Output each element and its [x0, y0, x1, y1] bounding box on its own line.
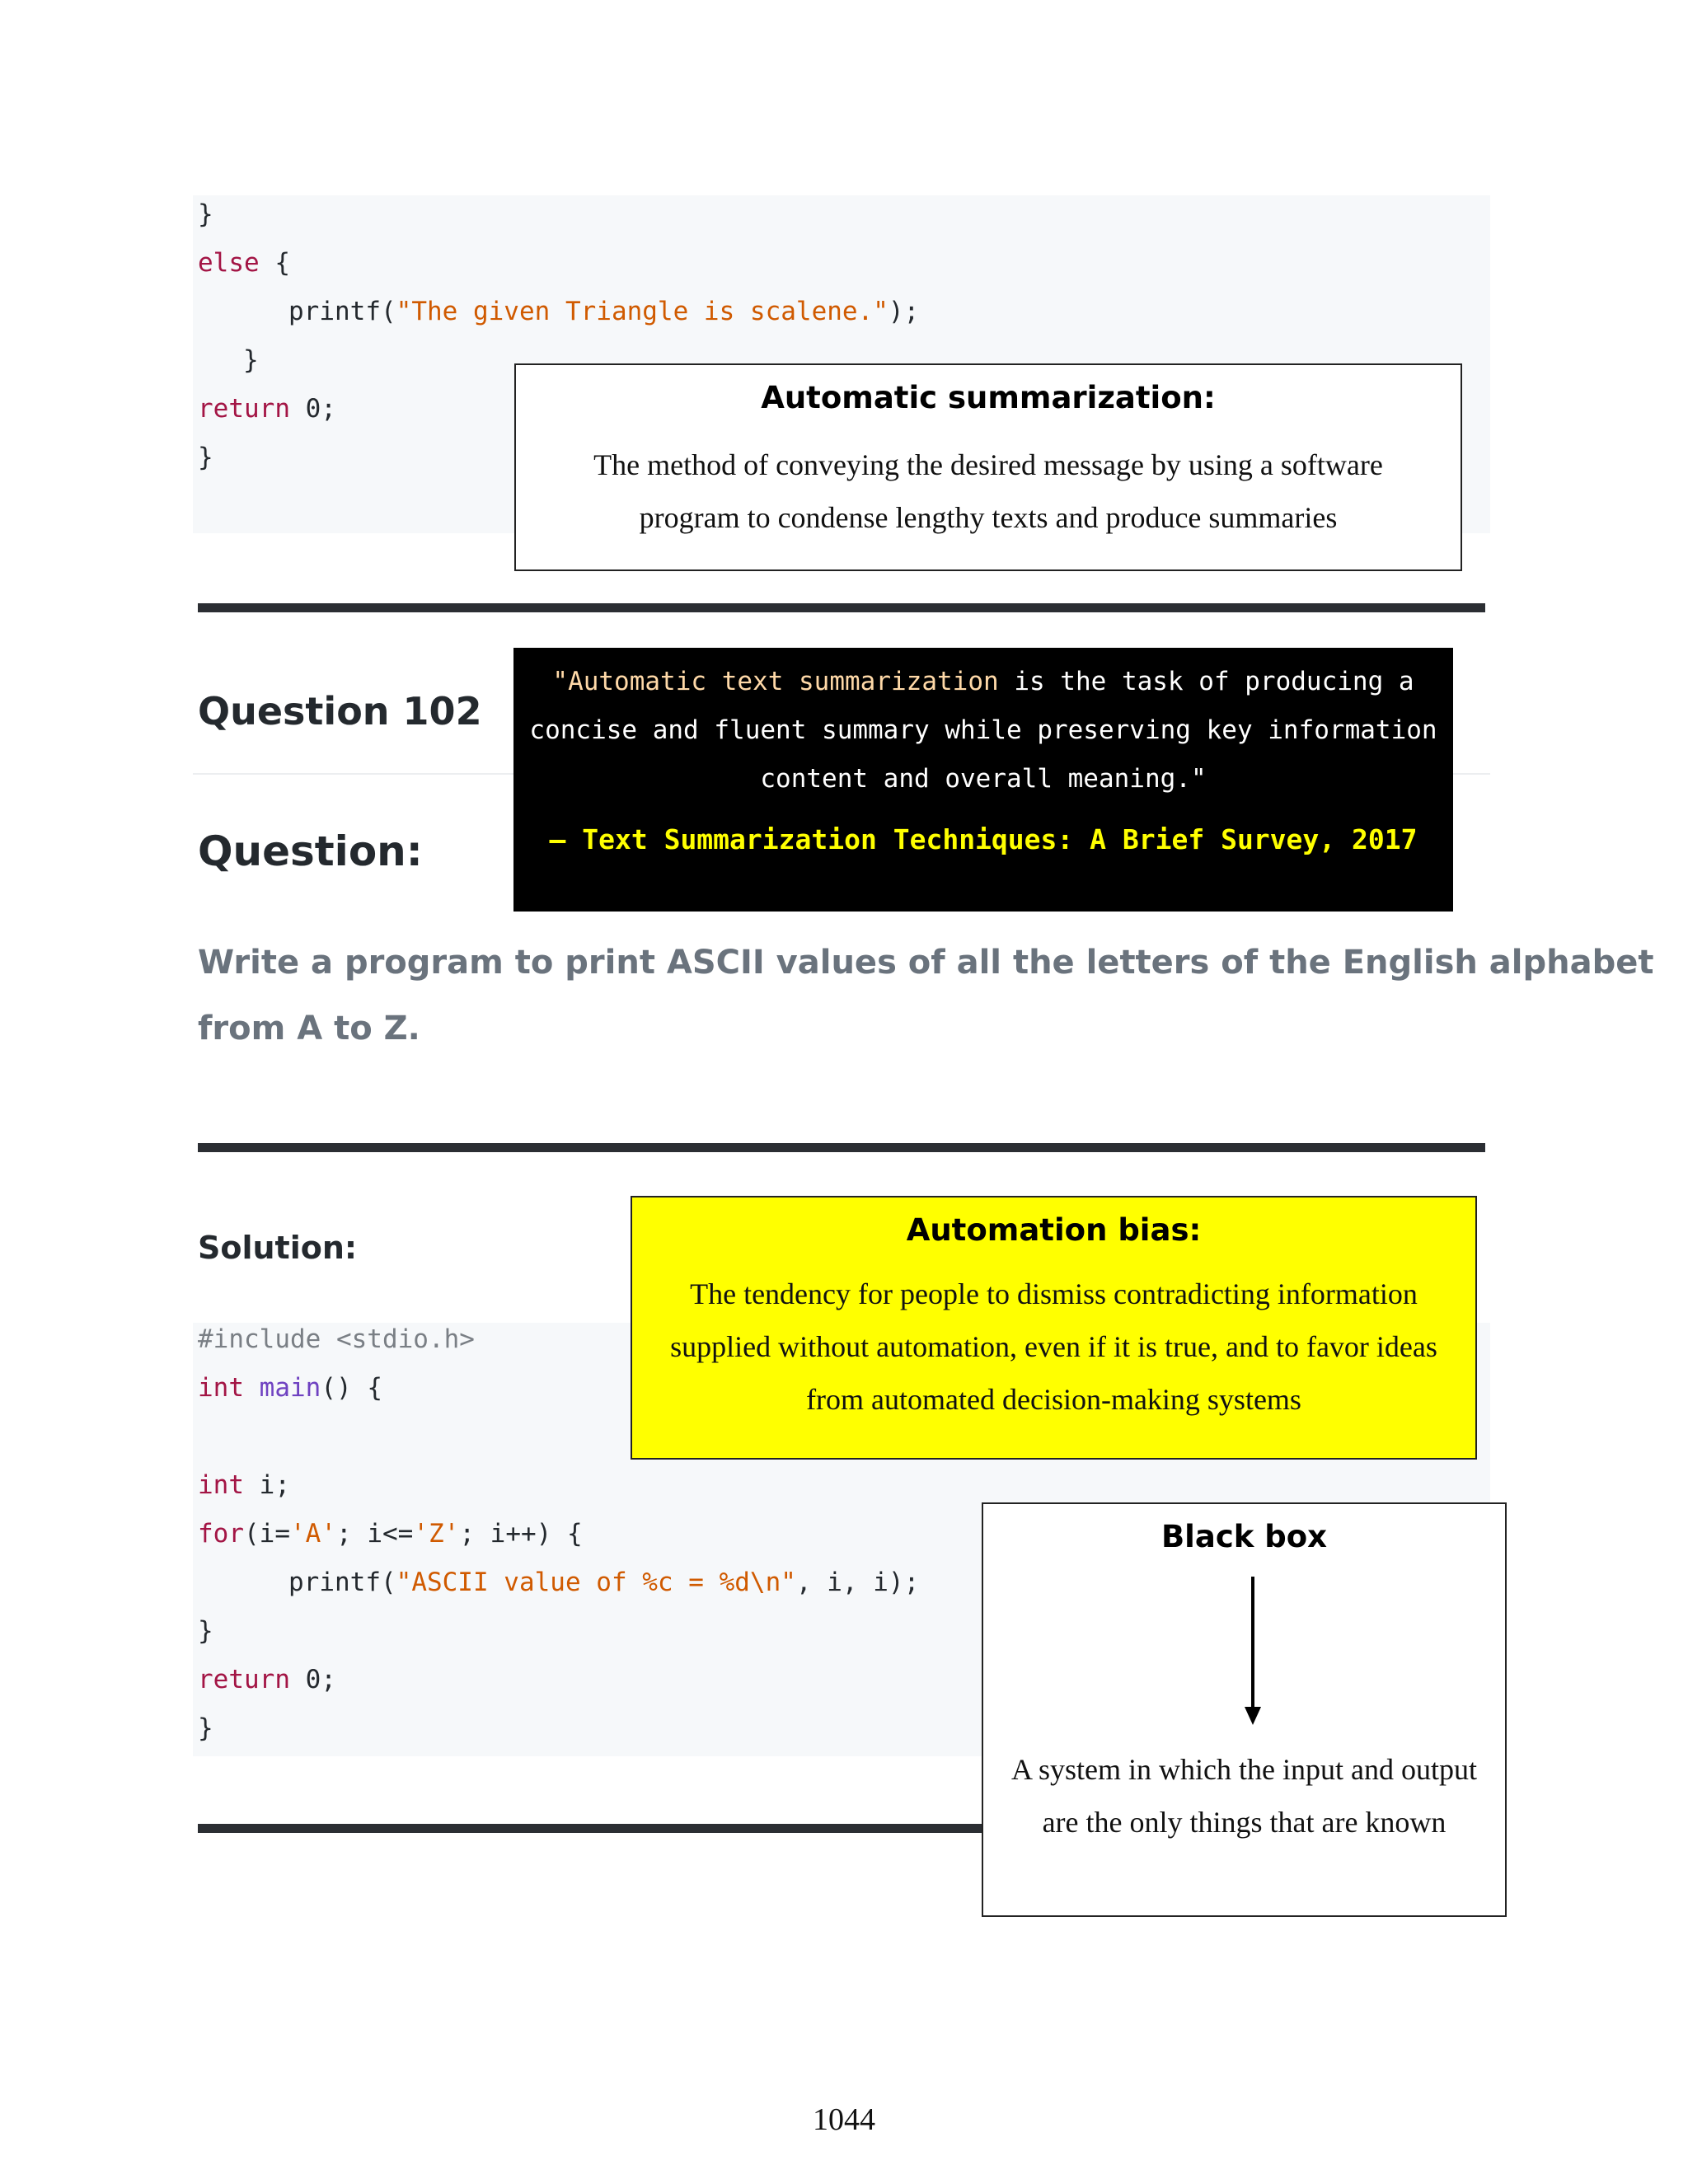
code-token: "The given Triangle is scalene." [396, 297, 889, 326]
code-line [198, 1461, 919, 1510]
quote-box [513, 648, 1453, 912]
code-token: { [259, 248, 290, 278]
definition-box-automation-bias [631, 1196, 1477, 1460]
code-token: } [198, 443, 213, 472]
code-token: printf( [288, 297, 396, 326]
code-token: main [259, 1373, 321, 1403]
code-token: for [198, 1519, 244, 1549]
definition-line: are the only things that are known [1042, 1806, 1447, 1839]
code-token: ); [888, 297, 920, 326]
code-token: int [198, 1373, 244, 1403]
down-arrow-icon [1251, 1577, 1254, 1708]
definition-line: The method of conveying the desired message by using a software [593, 448, 1383, 481]
quote-line: "Automatic text summarization is the task of producing a [552, 667, 1414, 696]
code-line [198, 239, 919, 288]
definition-title: Automatic summarization: [761, 380, 1216, 415]
code-token: i; [244, 1470, 290, 1500]
code-token: "ASCII value of %c = %d\n" [396, 1568, 796, 1597]
code-token: ; i++) { [459, 1519, 583, 1549]
code-token: 'Z' [413, 1519, 460, 1549]
code-token: #include <stdio.h> [198, 1324, 475, 1354]
code-token: ; i<= [336, 1519, 414, 1549]
code-token: } [198, 1616, 213, 1646]
solution-label: Solution: [198, 1230, 358, 1266]
quote-line: concise and fluent summary while preserving key information [529, 715, 1437, 745]
code-token: 'A' [290, 1519, 336, 1549]
question-text-line: from A to Z. [198, 1010, 420, 1047]
definition-title: Black box [1160, 1519, 1328, 1554]
quote-highlight: "Automatic text summarization [552, 667, 999, 696]
section-divider [198, 1143, 1485, 1152]
code-token: return [198, 394, 290, 424]
code-line [198, 1656, 919, 1704]
code-token: 0; [289, 394, 336, 424]
quote-attribution: – Text Summarization Techniques: A Brief Survey, 2017 [549, 823, 1418, 855]
code-token: (i= [244, 1519, 290, 1549]
code-token: else [198, 248, 260, 278]
code-line [198, 288, 919, 336]
question-label: Question: [198, 827, 423, 875]
question-text-line: Write a program to print ASCII values of all the letters of the English alphabet [198, 944, 1654, 982]
code-token: int [198, 1470, 244, 1500]
page-number: 1044 [813, 2102, 875, 2137]
code-token: 0; [289, 1665, 336, 1694]
code-line [198, 1704, 919, 1753]
code-token: () { [321, 1373, 382, 1403]
question-number: Question 102 [198, 689, 482, 733]
code-token: return [198, 1665, 290, 1694]
definition-line: The tendency for people to dismiss contradicting information [690, 1277, 1418, 1310]
code-token [244, 1373, 260, 1403]
definition-box-automatic-summarization [514, 363, 1462, 571]
code-line [198, 190, 919, 239]
code-line [198, 1558, 919, 1607]
definition-box-black-box [982, 1502, 1507, 1917]
section-divider [198, 603, 1485, 612]
code-token: } [243, 345, 259, 375]
definition-line: supplied without automation, even if it is true, and to favor ideas [670, 1330, 1437, 1363]
code-line [198, 1510, 919, 1558]
code-token: } [198, 1713, 213, 1743]
quote-line: content and overall meaning." [760, 764, 1207, 794]
definition-line: A system in which the input and output [1011, 1753, 1477, 1786]
definition-title: Automation bias: [906, 1212, 1202, 1248]
code-token: } [198, 199, 213, 229]
code-token: printf( [288, 1568, 396, 1597]
code-token: , i, i); [795, 1568, 920, 1597]
down-arrow-head-icon [1245, 1707, 1261, 1725]
definition-line: from automated decision-making systems [806, 1383, 1301, 1416]
definition-line: program to condense lengthy texts and produce summaries [639, 501, 1338, 534]
code-line [198, 1607, 919, 1656]
